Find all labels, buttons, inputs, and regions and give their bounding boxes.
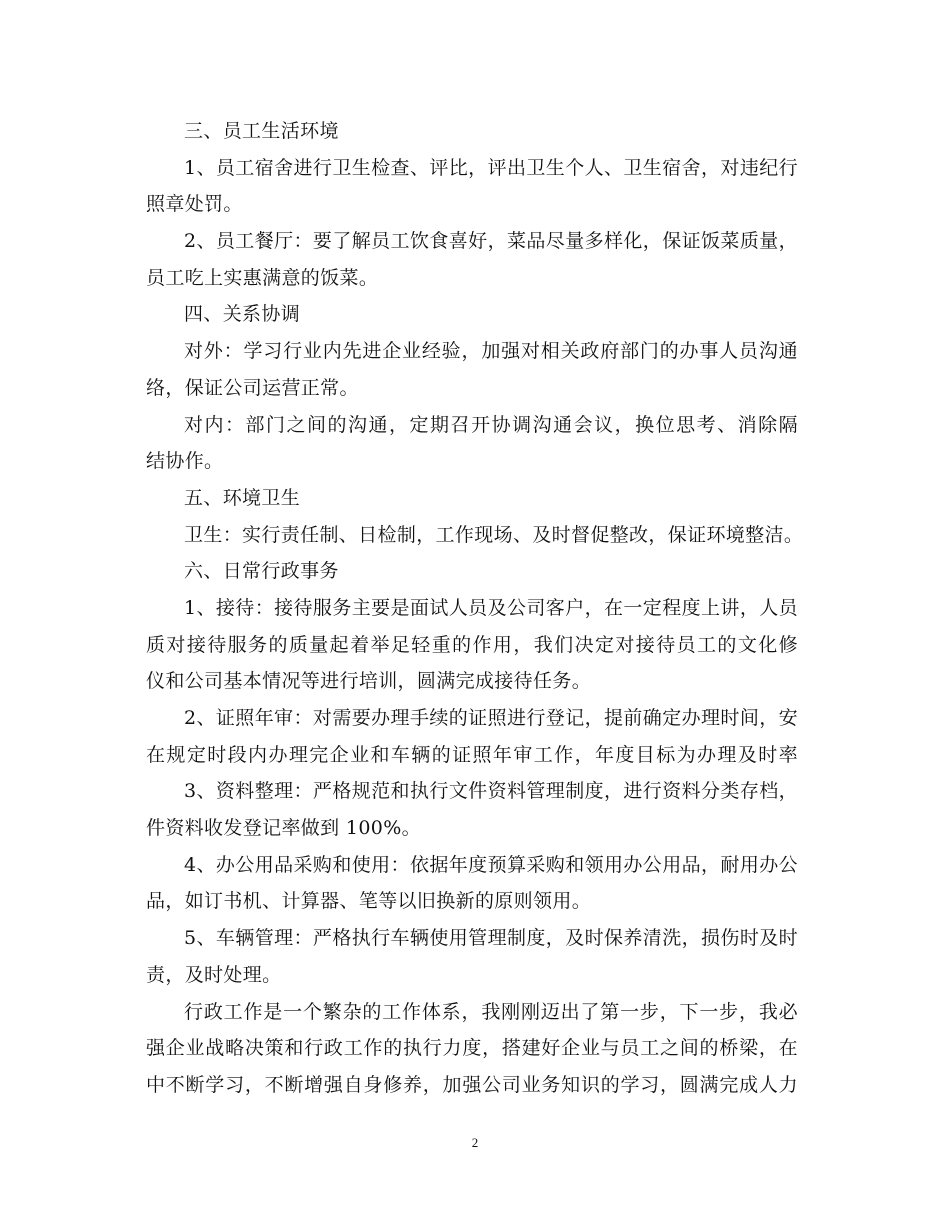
paragraph-line: 质对接待服务的质量起着举足轻重的作用，我们决定对接待员工的文化修 [146,633,798,656]
section-heading-daily-admin: 六、日常行政事务 [184,560,339,583]
paragraph-line: 在规定时段内办理完企业和车辆的证照年审工作，年度目标为办理及时率 [146,743,798,766]
paragraph-line: 对内：部门之间的沟通，定期召开协调沟通会议，换位思考、消除隔 [184,413,798,436]
paragraph-line: 2、员工餐厅：要了解员工饮食喜好，菜品尽量多样化，保证饭菜质量， [184,230,798,253]
paragraph-line: 3、资料整理：严格规范和执行文件资料管理制度，进行资料分类存档， [184,780,798,803]
document-body [146,113,804,1104]
paragraph-line: 品，如订书机、计算器、笔等以旧换新的原则领用。 [146,890,592,913]
section-heading-employee-living: 三、员工生活环境 [184,120,339,142]
paragraph-line: 件资料收发登记率做到 100%。 [146,817,421,840]
paragraph-line: 员工吃上实惠满意的饭菜。 [146,266,379,289]
paragraph-line: 卫生：实行责任制、日检制，工作现场、及时督促整改，保证环境整洁。 [184,523,804,546]
paragraph-line: 强企业战略决策和行政工作的执行力度，搭建好企业与员工之间的桥梁，在 [146,1037,798,1060]
paragraph-line: 中不断学习，不断增强自身修养，加强公司业务知识的学习，圆满完成人力 [146,1073,798,1096]
paragraph-line: 1、员工宿舍进行卫生检查、评比，评出卫生个人、卫生宿舍，对违纪行 [184,156,798,179]
paragraph-line: 2、证照年审：对需要办理手续的证照进行登记，提前确定办理时间，安 [184,707,798,729]
paragraph-line: 行政工作是一个繁杂的工作体系，我刚刚迈出了第一步，下一步，我必 [184,1000,798,1023]
paragraph-line: 照章处罚。 [146,193,243,216]
page-number: 2 [471,1135,479,1150]
paragraph-line: 络，保证公司运营正常。 [146,376,359,399]
paragraph-line: 5、车辆管理：严格执行车辆使用管理制度，及时保养清洗，损伤时及时 [184,927,798,950]
paragraph-line: 对外：学习行业内先进企业经验，加强对相关政府部门的办事人员沟通 [184,340,798,363]
paragraph-line: 1、接待：接待服务主要是面试人员及公司客户，在一定程度上讲，人员 [184,596,798,619]
section-heading-sanitation: 五、环境卫生 [184,486,301,509]
paragraph-line: 责，及时处理。 [146,963,282,986]
paragraph-line: 仪和公司基本情况等进行培训，圆满完成接待任务。 [146,670,592,693]
paragraph-line: 4、办公用品采购和使用：依据年度预算采购和领用办公用品，耐用办公 [184,853,798,876]
section-heading-relations: 四、关系协调 [184,303,301,326]
paragraph-line: 结协作。 [146,450,224,473]
